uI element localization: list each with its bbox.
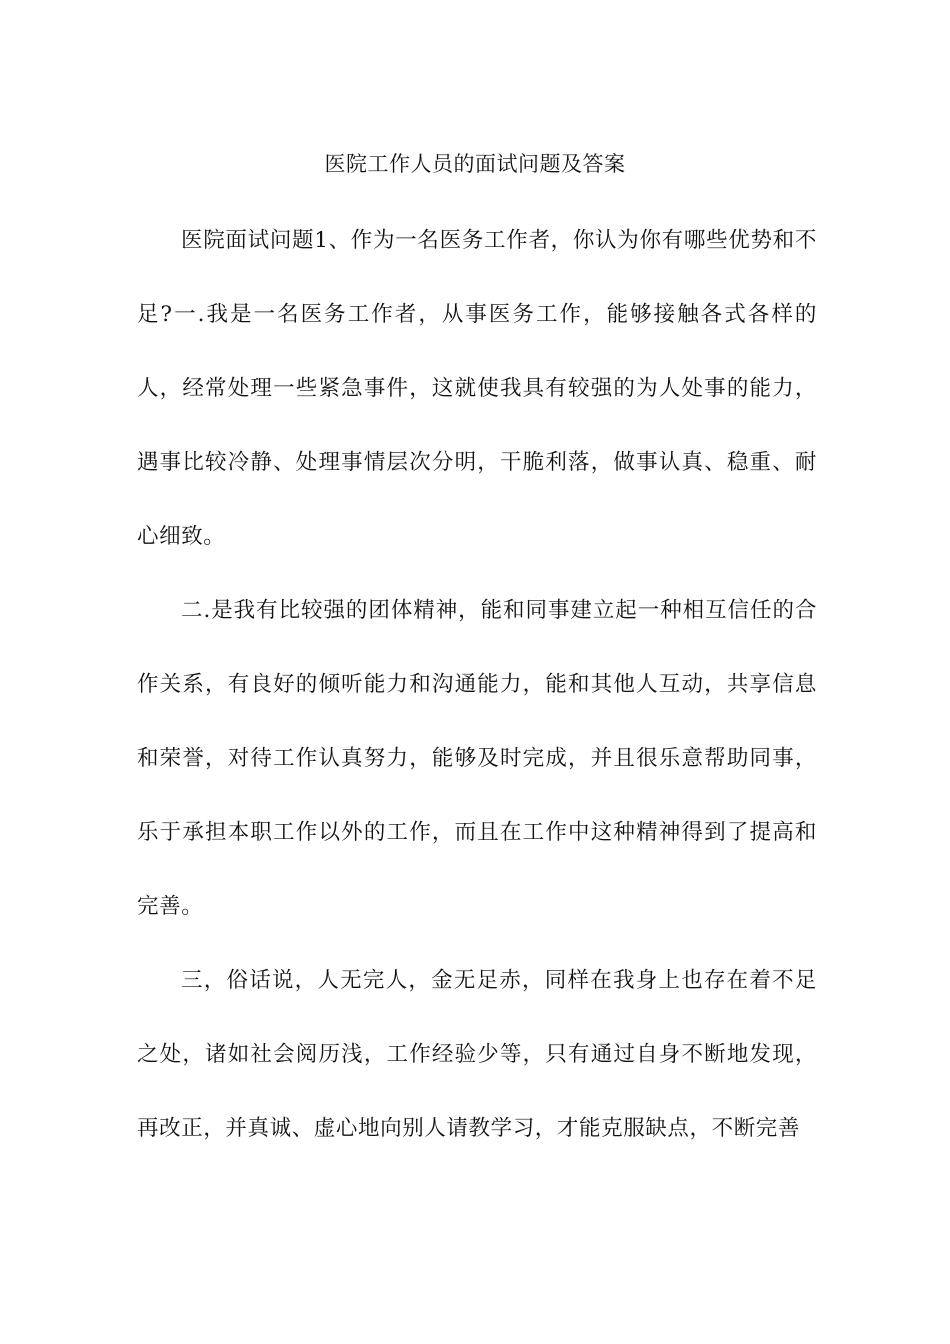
paragraph-weaknesses: 三，俗话说，人无完人，金无足赤，同样在我身上也存在着不足之处，诸如社会阅历浅，工作经验少等，只有通过自身不断地发现，再改正，并真诚、虚心地向别人请教学习，才能克服缺点，不断完善 [137, 968, 817, 1141]
paragraph-strengths: 医院面试问题1、作为一名医务工作者，你认为你有哪些优势和不足?一.我是一名医务工作者，从事医务工作，能够接触各式各样的人，经常处理一些紧急事件，这就使我具有较强的为人处事的能力，遇事比较冷静、处理事情层次分明，干脆利落，做事认真、稳重、耐心细致。 [137, 228, 817, 549]
document-title: 医院工作人员的面试问题及答案 [324, 152, 626, 176]
paragraph-teamwork: 二.是我有比较强的团体精神，能和同事建立起一种相互信任的合作关系，有良好的倾听能力和沟通能力，能和其他人互动，共享信息和荣誉，对待工作认真努力，能够及时完成，并且很乐意帮助同事，乐于承担本职工作以外的工作，而且在工作中这种精神得到了提高和完善。 [137, 598, 817, 919]
